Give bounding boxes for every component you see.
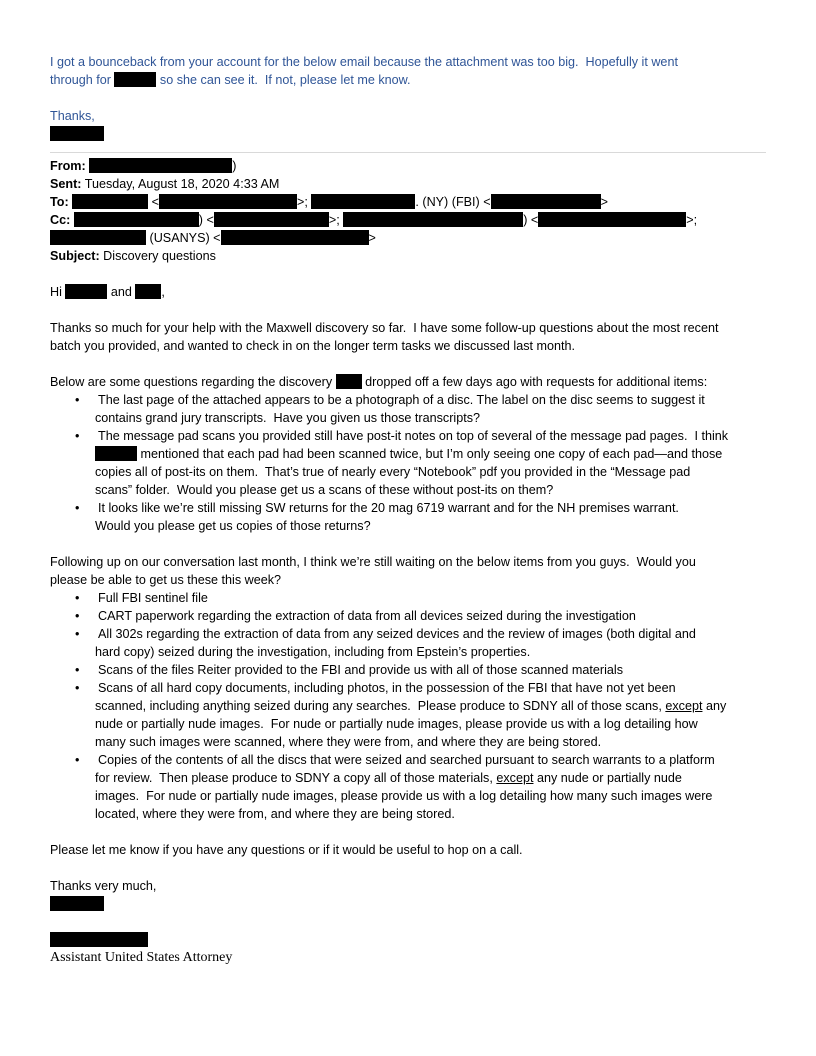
cc-label: Cc:	[50, 213, 71, 227]
text: Copies of the contents of all the discs that were seized and searched pursuant to search warrants to a platform	[98, 753, 715, 767]
text: Hi	[50, 285, 62, 299]
text: >;	[297, 195, 308, 209]
email-header	[50, 157, 766, 265]
bullet-icon: •	[75, 753, 80, 767]
text: Scans of the files Reiter provided to the FBI and provide us with all of those scanned materials	[98, 663, 624, 677]
redaction	[221, 230, 369, 245]
bullet-icon: •	[75, 663, 80, 677]
text: The message pad scans you provided still have post-it notes on top of several of the message pad pages. I think	[98, 429, 729, 443]
bullet-icon: •	[75, 681, 80, 695]
redaction	[214, 212, 329, 227]
sent-label: Sent:	[50, 177, 82, 191]
text: any nude or partially nude	[533, 771, 682, 785]
bullet-icon: •	[75, 609, 80, 623]
redaction	[336, 374, 362, 389]
list-item	[47, 625, 766, 661]
text: and	[107, 285, 136, 299]
paragraph-line: batch you provided, and wanted to check in on the longer term tasks we discussed last month.	[50, 339, 576, 353]
text: through for	[50, 73, 111, 87]
bullet-icon: •	[75, 591, 80, 605]
text: Below are some questions regarding the discovery	[50, 375, 333, 389]
list-item	[47, 589, 766, 607]
redaction	[50, 230, 146, 245]
text: scanned, including anything seized during any searches. Please produce to SDNY all of those scans,	[95, 699, 666, 713]
redaction	[95, 446, 137, 461]
email-document	[50, 53, 766, 967]
text: (USANYS) <	[146, 231, 221, 245]
text: hard copy) seized during the investigation, including from Epstein’s properties.	[95, 645, 531, 659]
emphasis: except	[496, 771, 534, 785]
redaction	[538, 212, 686, 227]
redaction	[50, 126, 104, 141]
text: )	[232, 159, 237, 173]
text: CART paperwork regarding the extraction of data from all devices seized during the investigation	[98, 609, 636, 623]
text: any	[702, 699, 727, 713]
text: It looks like we’re still missing SW returns for the 20 mag 6719 warrant and for the NH premises warrant.	[98, 501, 679, 515]
subject-label: Subject:	[50, 249, 100, 263]
text: so she can see it. If not, please let me know.	[156, 73, 411, 87]
text: Full FBI sentinel file	[98, 591, 208, 605]
text: The last page of the attached appears to be a photograph of a disc. The label on the disc seems to suggest it	[98, 393, 705, 407]
paragraph-line	[50, 373, 766, 391]
paragraph-line: Please let me know if you have any questions or if it would be useful to hop on a call.	[50, 843, 523, 857]
text: >	[368, 231, 376, 245]
text: >;	[686, 213, 698, 227]
text: mentioned that each pad had been scanned twice, but I’m only seeing one copy of each pad—and those	[137, 447, 723, 461]
redaction	[50, 932, 148, 947]
subject-value: Discovery questions	[99, 249, 216, 263]
list-item	[47, 427, 766, 499]
redaction	[72, 194, 148, 209]
paragraph-line: Following up on our conversation last month, I think we’re still waiting on the below items from you guys. Would you	[50, 555, 696, 569]
bullet-icon: •	[75, 501, 80, 515]
text: ) <	[198, 213, 214, 227]
text: nude or partially nude images. For nude or partially nude images, please provide us with a log detailing how	[95, 717, 698, 731]
text: Scans of all hard copy documents, including photos, in the possession of the FBI that have not yet been	[98, 681, 676, 695]
from-label: From:	[50, 159, 86, 173]
text: located, where they were from, and where they are being stored.	[95, 807, 455, 821]
intro-thanks: Thanks,	[50, 109, 95, 123]
redaction	[491, 194, 601, 209]
text: scans” folder. Would you please get us a scans of these without post-its on them?	[95, 483, 554, 497]
divider	[50, 152, 766, 153]
text: copies all of post-its on them. That’s true of nearly every “Notebook” pdf you provided in the “Message pad	[95, 465, 691, 479]
greeting	[50, 283, 766, 301]
redaction	[311, 194, 415, 209]
text: >	[600, 195, 608, 209]
bullet-icon: •	[75, 627, 80, 641]
text: Would you please get us copies of those returns?	[95, 519, 371, 533]
redaction	[343, 212, 523, 227]
redaction	[65, 284, 107, 299]
redaction	[135, 284, 161, 299]
text: dropped off a few days ago with requests for additional items:	[361, 375, 708, 389]
list-item	[47, 751, 766, 823]
text: <	[148, 195, 160, 209]
paragraph-line: Thanks so much for your help with the Maxwell discovery so far. I have some follow-up questions about the most recent	[50, 321, 719, 335]
list-item	[47, 499, 766, 535]
intro-line: I got a bounceback from your account for the below email because the attachment was too big. Hopefully it went	[50, 55, 678, 69]
list-item	[47, 391, 766, 427]
redaction	[50, 896, 104, 911]
signature-title: Assistant United States Attorney	[50, 950, 233, 965]
intro-line	[50, 71, 766, 89]
sent-value: Tuesday, August 18, 2020 4:33 AM	[81, 177, 280, 191]
signoff: Thanks very much,	[50, 879, 157, 893]
text: for review. Then please produce to SDNY a copy all of those materials,	[95, 771, 497, 785]
text: ) <	[523, 213, 539, 227]
bullet-icon: •	[75, 429, 80, 443]
redaction	[74, 212, 199, 227]
to-label: To:	[50, 195, 69, 209]
text: . (NY) (FBI) <	[415, 195, 491, 209]
text: All 302s regarding the extraction of data from any seized devices and the review of images (both digital and	[98, 627, 696, 641]
text: contains grand jury transcripts. Have you given us those transcripts?	[95, 411, 480, 425]
text: many such images were scanned, where they were from, and where they are being stored.	[95, 735, 602, 749]
paragraph-line: please be able to get us these this week?	[50, 573, 282, 587]
list-item	[47, 607, 766, 625]
redaction	[159, 194, 297, 209]
redaction	[114, 72, 156, 87]
list-item	[47, 679, 766, 751]
text: ,	[161, 285, 165, 299]
text: >;	[328, 213, 340, 227]
text: images. For nude or partially nude images, please provide us with a log detailing how many such images were	[95, 789, 713, 803]
emphasis: except	[665, 699, 703, 713]
redaction	[89, 158, 232, 173]
bullet-icon: •	[75, 393, 80, 407]
list-item	[47, 661, 766, 679]
